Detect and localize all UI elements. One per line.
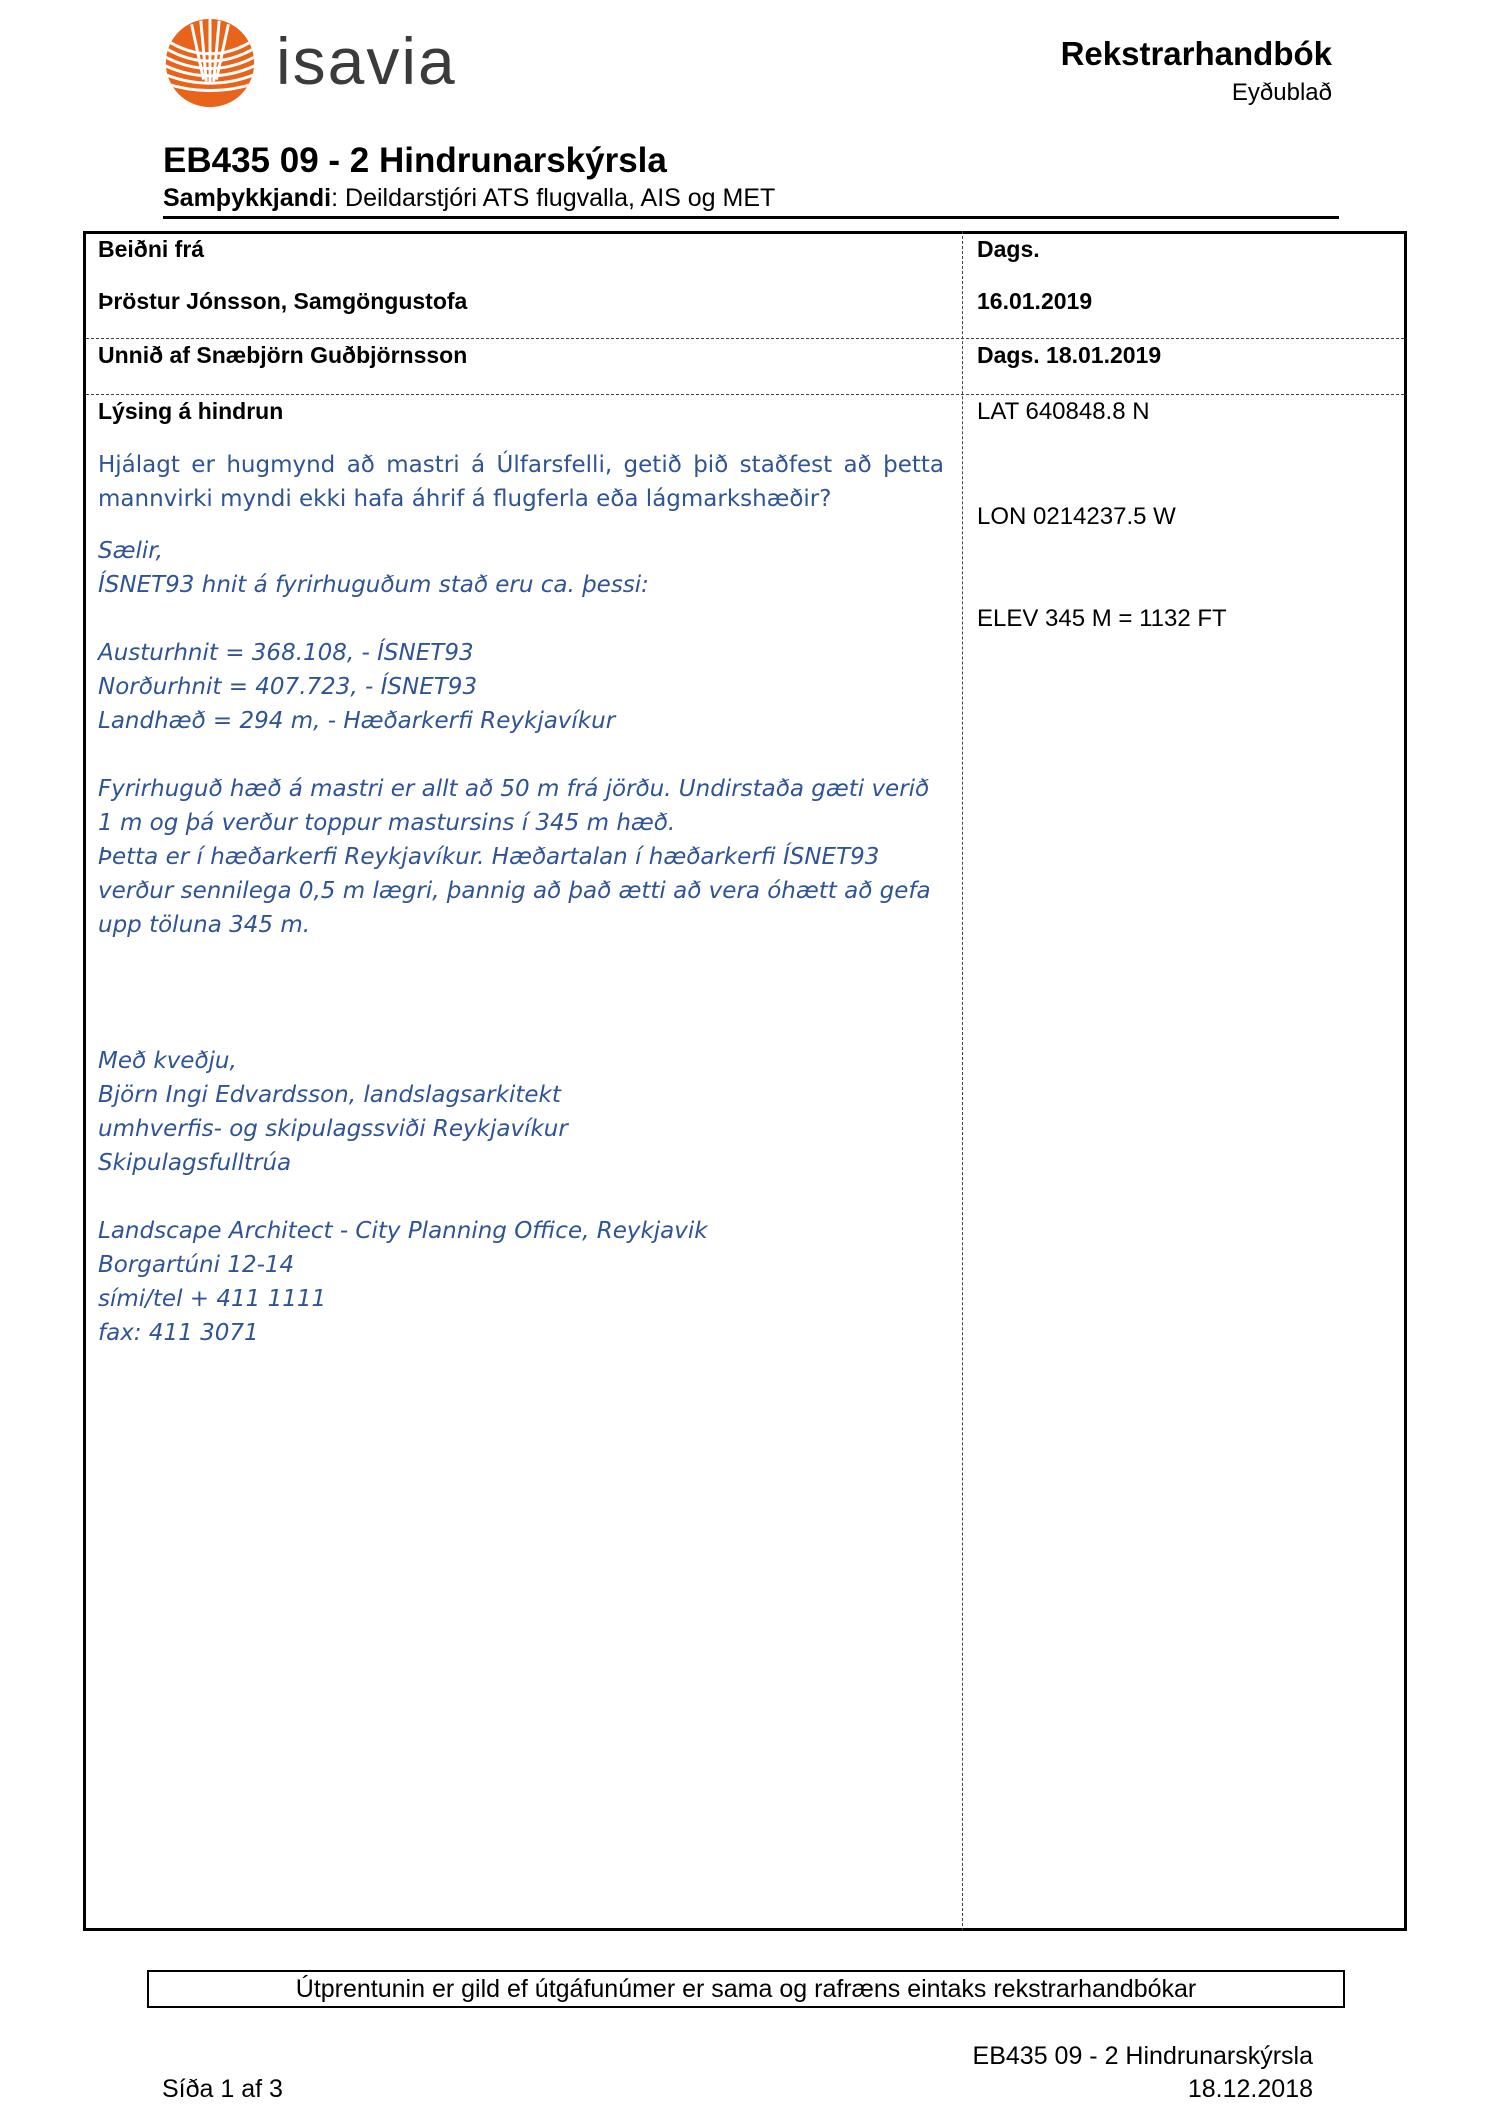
letter-isnet-line: ÍSNET93 hnit á fyrirhuguðum stað eru ca. þessi: — [98, 572, 649, 598]
letter-east-coordinate: Austurhnit = 368.108, - ÍSNET93 — [98, 640, 474, 666]
isavia-logo-icon — [164, 17, 256, 109]
manual-subtitle: Eyðublað — [1231, 79, 1332, 106]
letter-signature-address: Borgartúni 12-14 — [98, 1252, 295, 1278]
footer-document-date: 18.12.2018 — [1187, 2075, 1313, 2103]
form-row-divider — [86, 338, 1404, 339]
processed-date: Dags. 18.01.2019 — [977, 342, 1162, 368]
letter-greeting: Sælir, — [98, 538, 163, 564]
header-divider — [163, 216, 1339, 219]
processed-by: Unnið af Snæbjörn Guðbjörnsson — [98, 342, 468, 368]
validity-notice: Útprentunin er gild ef útgáfunúmer er sama og rafræns eintaks rekstrarhandbókar — [147, 1970, 1345, 2008]
date-label: Dags. — [977, 236, 1040, 262]
approver-value: : Deildarstjóri ATS flugvalla, AIS og MET — [331, 184, 776, 212]
letter-intro: Hjálagt er hugmynd að mastri á Úlfarsfelli, getið þið staðfest að þetta mannvirki myndi ekki hafa áhrif á flugferla eða lágmarkshæðir? — [98, 452, 944, 512]
letter-land-height: Landhæð = 294 m, - Hæðarkerfi Reykjavíkur — [98, 708, 616, 734]
obstacle-description-letter — [98, 448, 944, 1350]
letter-signature-phone: sími/tel + 411 1111 — [98, 1286, 327, 1312]
obstacle-description-label: Lýsing á hindrun — [98, 398, 284, 424]
letter-paragraph-1: Fyrirhuguð hæð á mastri er allt að 50 m frá jörðu. Undirstaða gæti verið 1 m og þá verður toppur mastursins í 345 m hæð. — [98, 776, 930, 836]
page-number: Síða 1 af 3 — [162, 2075, 283, 2103]
letter-signature-name: Björn Ingi Edvardsson, landslagsarkitekt — [98, 1082, 561, 1108]
footer-document-reference: EB435 09 - 2 Hindrunarskýrsla — [972, 2042, 1313, 2070]
approver-line — [163, 184, 775, 213]
document-title: EB435 09 - 2 Hindrunarskýrsla — [163, 141, 667, 180]
form-row-divider — [86, 394, 1404, 395]
longitude: LON 0214237.5 W — [977, 503, 1176, 530]
approver-label: Samþykkjandi — [163, 184, 332, 212]
request-from-value: Þröstur Jónsson, Samgöngustofa — [98, 288, 468, 314]
request-from-label: Beiðni frá — [98, 236, 205, 262]
letter-signature-role: Skipulagsfulltrúa — [98, 1150, 292, 1176]
form-column-divider — [962, 231, 963, 1931]
letter-paragraph-2: Þetta er í hæðarkerfi Reykjavíkur. Hæðartalan í hæðarkerfi ÍSNET93 verður sennilega 0,5 m lægri, þannig að það ætti að vera óhætt að gefa upp töluna 345 m. — [98, 844, 931, 938]
latitude: LAT 640848.8 N — [977, 398, 1150, 425]
letter-north-coordinate: Norðurhnit = 407.723, - ÍSNET93 — [98, 674, 478, 700]
letter-signature-department: umhverfis- og skipulagssviði Reykjavíkur — [98, 1116, 568, 1142]
date-value: 16.01.2019 — [977, 288, 1093, 314]
letter-signature-fax: fax: 411 3071 — [98, 1320, 259, 1346]
letter-signature-english: Landscape Architect - City Planning Office, Reykjavik — [98, 1218, 708, 1244]
manual-title: Rekstrarhandbók — [1060, 35, 1332, 72]
letter-closing: Með kveðju, — [98, 1048, 237, 1074]
elevation: ELEV 345 M = 1132 FT — [977, 605, 1227, 632]
logo-wordmark: isavia — [276, 24, 457, 98]
